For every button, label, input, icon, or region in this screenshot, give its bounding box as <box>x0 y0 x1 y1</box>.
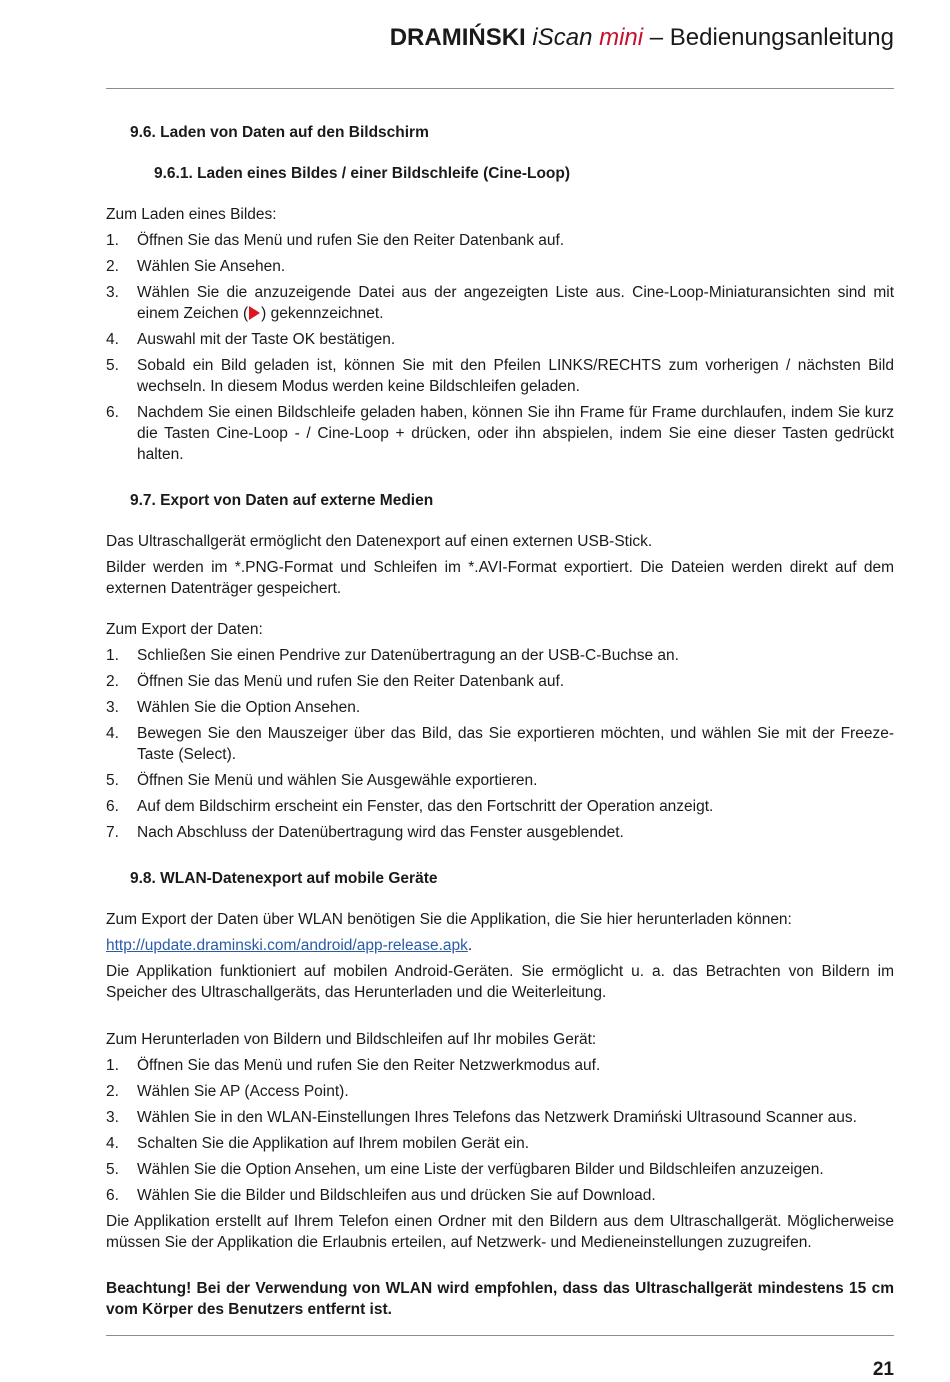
list-text: Wählen Sie Ansehen. <box>137 258 286 275</box>
section-9-8-intro: Zum Herunterladen von Bildern und Bildschleifen auf Ihr mobiles Gerät: <box>106 1031 597 1048</box>
list-text: Wählen Sie AP (Access Point). <box>137 1083 349 1100</box>
list-text: Schließen Sie einen Pendrive zur Datenübertragung an der USB-C-Buchse an. <box>137 647 679 664</box>
list-text: Schalten Sie die Applikation auf Ihrem mobilen Gerät ein. <box>137 1135 530 1152</box>
list-text: Öffnen Sie das Menü und rufen Sie den Reiter Datenbank auf. <box>137 673 565 690</box>
list-item <box>106 723 894 765</box>
list-text: Bewegen Sie den Mauszeiger über das Bild, das Sie exportieren möchten, und wählen Sie mit der Freeze-Taste (Select). <box>137 725 894 763</box>
list-number: 2. <box>106 673 119 690</box>
list-number: 4. <box>106 331 119 348</box>
list-number: 1. <box>106 1057 119 1074</box>
header-brand: DRAMIŃSKI <box>389 24 526 51</box>
list-item <box>106 822 894 843</box>
list-item <box>106 1107 894 1128</box>
section-9-8-paragraph-3: Die Applikation erstellt auf Ihrem Telefon einen Ordner mit den Bildern aus dem Ultraschallgerät. Möglicherweise müssen Sie der Applikation die Erlaubnis erteilen, auf Netzwerk- und Medieneinstellungen zuzugreifen. <box>106 1213 894 1251</box>
list-number: 6. <box>106 798 119 815</box>
list-number: 2. <box>106 1083 119 1100</box>
list-text: Öffnen Sie Menü und wählen Sie Ausgewähle exportieren. <box>137 772 538 789</box>
list-text: Wählen Sie die Bilder und Bildschleifen aus und drücken Sie auf Download. <box>137 1187 656 1204</box>
list-text: Auswahl mit der Taste OK bestätigen. <box>137 331 396 348</box>
list-item <box>106 770 894 791</box>
list-item <box>106 697 894 718</box>
wlan-warning: Beachtung! Bei der Verwendung von WLAN wird empfohlen, dass das Ultraschallgerät mindestens 15 cm vom Körper des Benutzers entfernt ist. <box>106 1280 894 1318</box>
list-item <box>106 1133 894 1154</box>
list-number: 5. <box>106 1161 119 1178</box>
list-item <box>106 329 894 350</box>
list-number: 5. <box>106 357 119 374</box>
list-item <box>106 256 894 277</box>
section-9-8-steps <box>106 1055 894 1206</box>
section-9-6-intro: Zum Laden eines Bildes: <box>106 206 277 223</box>
section-9-6-1-title: 9.6.1. Laden eines Bildes / einer Bildschleife (Cine-Loop) <box>154 165 571 182</box>
list-number: 4. <box>106 1135 119 1152</box>
list-text: Öffnen Sie das Menü und rufen Sie den Reiter Datenbank auf. <box>137 232 565 249</box>
header-product-iscan: iScan <box>532 24 593 51</box>
list-text: Öffnen Sie das Menü und rufen Sie den Reiter Netzwerkmodus auf. <box>137 1057 601 1074</box>
section-9-8-title: 9.8. WLAN-Datenexport auf mobile Geräte <box>130 870 438 887</box>
list-number: 6. <box>106 1187 119 1204</box>
list-text: Nach Abschluss der Datenübertragung wird das Fenster ausgeblendet. <box>137 824 624 841</box>
list-item <box>106 796 894 817</box>
section-9-7-paragraph-1: Das Ultraschallgerät ermöglicht den Datenexport auf einen externen USB-Stick. <box>106 533 653 550</box>
list-text: Wählen Sie die anzuzeigende Datei aus der angezeigten Liste aus. Cine-Loop-Miniaturansichten sind mit einem Zeichen ( <box>137 284 894 322</box>
header-divider <box>106 88 894 89</box>
app-download-link[interactable]: http://update.draminski.com/android/app-release.apk <box>106 937 468 954</box>
section-9-6-steps <box>106 230 894 465</box>
section-9-8-paragraph-2: Die Applikation funktioniert auf mobilen Android-Geräten. Sie ermöglicht u. a. das Betrachten von Bildern im Speicher des Ultraschallgeräts, das Herunterladen und die Weiterleitung. <box>106 963 894 1001</box>
list-number: 1. <box>106 232 119 249</box>
header-title-rest: – Bedienungsanleitung <box>649 24 894 51</box>
list-number: 1. <box>106 647 119 664</box>
list-text: Wählen Sie die Option Ansehen. <box>137 699 361 716</box>
list-number: 4. <box>106 725 119 742</box>
list-number: 2. <box>106 258 119 275</box>
list-item <box>106 671 894 692</box>
list-text: Wählen Sie in den WLAN-Einstellungen Ihres Telefons das Netzwerk Dramiński Ultrasound Scanner aus. <box>137 1109 857 1126</box>
section-9-7-intro: Zum Export der Daten: <box>106 621 263 638</box>
section-9-7-steps <box>106 645 894 843</box>
header-product-mini: mini <box>599 24 644 51</box>
list-item <box>106 282 894 324</box>
list-number: 5. <box>106 772 119 789</box>
page-number: 21 <box>872 1359 894 1380</box>
download-link-line <box>106 935 894 956</box>
list-item <box>106 1055 894 1076</box>
list-item <box>106 645 894 666</box>
link-suffix: . <box>467 937 473 954</box>
list-item <box>106 1081 894 1102</box>
page-header <box>390 22 894 54</box>
list-item <box>106 1185 894 1206</box>
footer-divider <box>106 1335 894 1336</box>
list-number: 3. <box>106 284 119 301</box>
list-number: 3. <box>106 1109 119 1126</box>
list-item <box>106 402 894 465</box>
list-text: Nachdem Sie einen Bildschleife geladen haben, können Sie ihn Frame für Frame durchlaufen, indem Sie kurz die Tasten Cine-Loop - / Cine-Loop + drücken, oder ihn abspielen, indem Sie eine dieser Tasten gedrückt halten. <box>137 404 894 463</box>
list-number: 7. <box>106 824 119 841</box>
list-number: 3. <box>106 699 119 716</box>
list-item <box>106 355 894 397</box>
list-text: Sobald ein Bild geladen ist, können Sie mit den Pfeilen LINKS/RECHTS zum vorherigen / nächsten Bild wechseln. In diesem Modus werden keine Bildschleifen geladen. <box>137 357 894 395</box>
play-icon <box>249 306 260 320</box>
section-9-6-title: 9.6. Laden von Daten auf den Bildschirm <box>130 124 429 141</box>
list-text: Wählen Sie die Option Ansehen, um eine Liste der verfügbaren Bilder und Bildschleifen anzuzeigen. <box>137 1161 824 1178</box>
page-content <box>106 122 894 1320</box>
list-text: ) gekennzeichnet. <box>261 305 384 322</box>
list-number: 6. <box>106 404 119 421</box>
section-9-7-title: 9.7. Export von Daten auf externe Medien <box>130 492 434 509</box>
list-item <box>106 1159 894 1180</box>
list-text: Auf dem Bildschirm erscheint ein Fenster, das den Fortschritt der Operation anzeigt. <box>137 798 714 815</box>
section-9-7-paragraph-2: Bilder werden im *.PNG-Format und Schleifen im *.AVI-Format exportiert. Die Dateien werden direkt auf dem externen Datenträger gespeichert. <box>106 559 894 597</box>
section-9-8-paragraph-1: Zum Export der Daten über WLAN benötigen Sie die Applikation, die Sie hier herunterladen können: <box>106 911 792 928</box>
list-item <box>106 230 894 251</box>
